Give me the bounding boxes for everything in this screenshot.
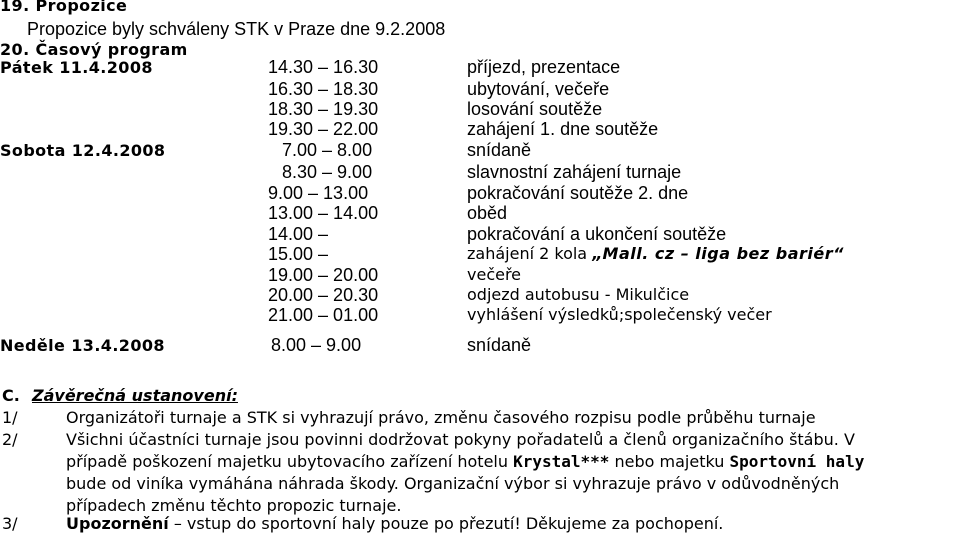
section-c-heading: Závěrečná ustanovení:: [32, 386, 238, 405]
schedule-day: Pátek 11.4.2008: [0, 58, 153, 77]
item-number: 2/: [2, 430, 18, 449]
item-text: [66, 514, 723, 533]
warning-text: – vstup do sportovní haly pouze po přezutí! Děkujeme za pochopení.: [168, 514, 724, 533]
schedule-event: pokračování soutěže 2. dne: [467, 183, 689, 203]
item-text-line4: případech změnu těchto propozic turnaje.: [66, 496, 402, 515]
schedule-event: snídaně: [467, 335, 532, 355]
schedule-time: 20.00 – 20.30: [268, 285, 379, 305]
section-c-letter: C.: [2, 386, 20, 405]
schedule-event: oběd: [467, 203, 508, 223]
schedule-event: vyhlášení výsledků;společenský večer: [467, 305, 772, 324]
schedule-time: 14.30 – 16.30: [268, 57, 379, 77]
schedule-time: 7.00 – 8.00: [282, 140, 373, 160]
schedule-event: ubytování, večeře: [467, 79, 610, 99]
open-quote: „: [592, 244, 603, 263]
schedule-time: 16.30 – 18.30: [268, 79, 379, 99]
section-19-heading: 19. Propozice: [0, 0, 128, 15]
schedule-event: [467, 244, 843, 263]
hall-name: Sportovní haly: [729, 452, 865, 471]
schedule-time: 15.00 –: [268, 244, 329, 264]
item-text: Organizátoři turnaje a STK si vyhrazují právo, změnu časového rozpisu podle průběhu turnaje: [66, 408, 816, 427]
section-19-text: Propozice byly schváleny STK v Praze dne 9.2.2008: [27, 19, 446, 39]
schedule-event: večeře: [467, 265, 522, 284]
item-number: 3/: [2, 514, 18, 533]
schedule-event: pokračování a ukončení soutěže: [467, 224, 727, 244]
schedule-time: 9.00 – 13.00: [268, 183, 369, 203]
event-emphasis: Mall. cz – liga bez bariér: [602, 244, 834, 263]
item-text: Všichni účastníci turnaje jsou povinni dodržovat pokyny pořadatelů a členů organizačního štábu. V: [66, 430, 855, 449]
item-text-part: nebo majetku: [609, 452, 730, 471]
schedule-time: 19.30 – 22.00: [268, 119, 379, 139]
schedule-time: 18.30 – 19.30: [268, 99, 379, 119]
item-number: 1/: [2, 408, 18, 427]
schedule-event: losování soutěže: [467, 99, 603, 119]
schedule-time: 8.00 – 9.00: [271, 335, 362, 355]
schedule-event: slavnostní zahájení turnaje: [467, 162, 682, 182]
schedule-time: 13.00 – 14.00: [268, 203, 379, 223]
item-text-line3: bude od viníka vymáhána náhrada škody. Organizační výbor si vyhrazuje právo v odůvodněných: [66, 474, 840, 493]
schedule-time: 19.00 – 20.00: [268, 265, 379, 285]
close-quote: “: [833, 244, 844, 263]
schedule-time: 14.00 –: [268, 224, 329, 244]
schedule-time: 8.30 – 9.00: [282, 162, 373, 182]
warning-label: Upozornění: [66, 514, 169, 533]
schedule-event: příjezd, prezentace: [467, 57, 621, 77]
event-text: zahájení 2 kola: [467, 244, 593, 263]
schedule-event: odjezd autobusu - Mikulčice: [467, 285, 690, 304]
schedule-event: zahájení 1. dne soutěže: [467, 119, 659, 139]
section-20-heading: 20. Časový program: [0, 40, 188, 59]
schedule-day: Neděle 13.4.2008: [0, 336, 165, 355]
schedule-event: snídaně: [467, 140, 532, 160]
item-text-line2: [66, 452, 864, 471]
item-text-part: případě poškození majetku ubytovacího zařízení hotelu: [66, 452, 514, 471]
schedule-day: Sobota 12.4.2008: [0, 141, 166, 160]
schedule-time: 21.00 – 01.00: [268, 305, 379, 325]
hotel-name: Krystal***: [513, 452, 610, 471]
